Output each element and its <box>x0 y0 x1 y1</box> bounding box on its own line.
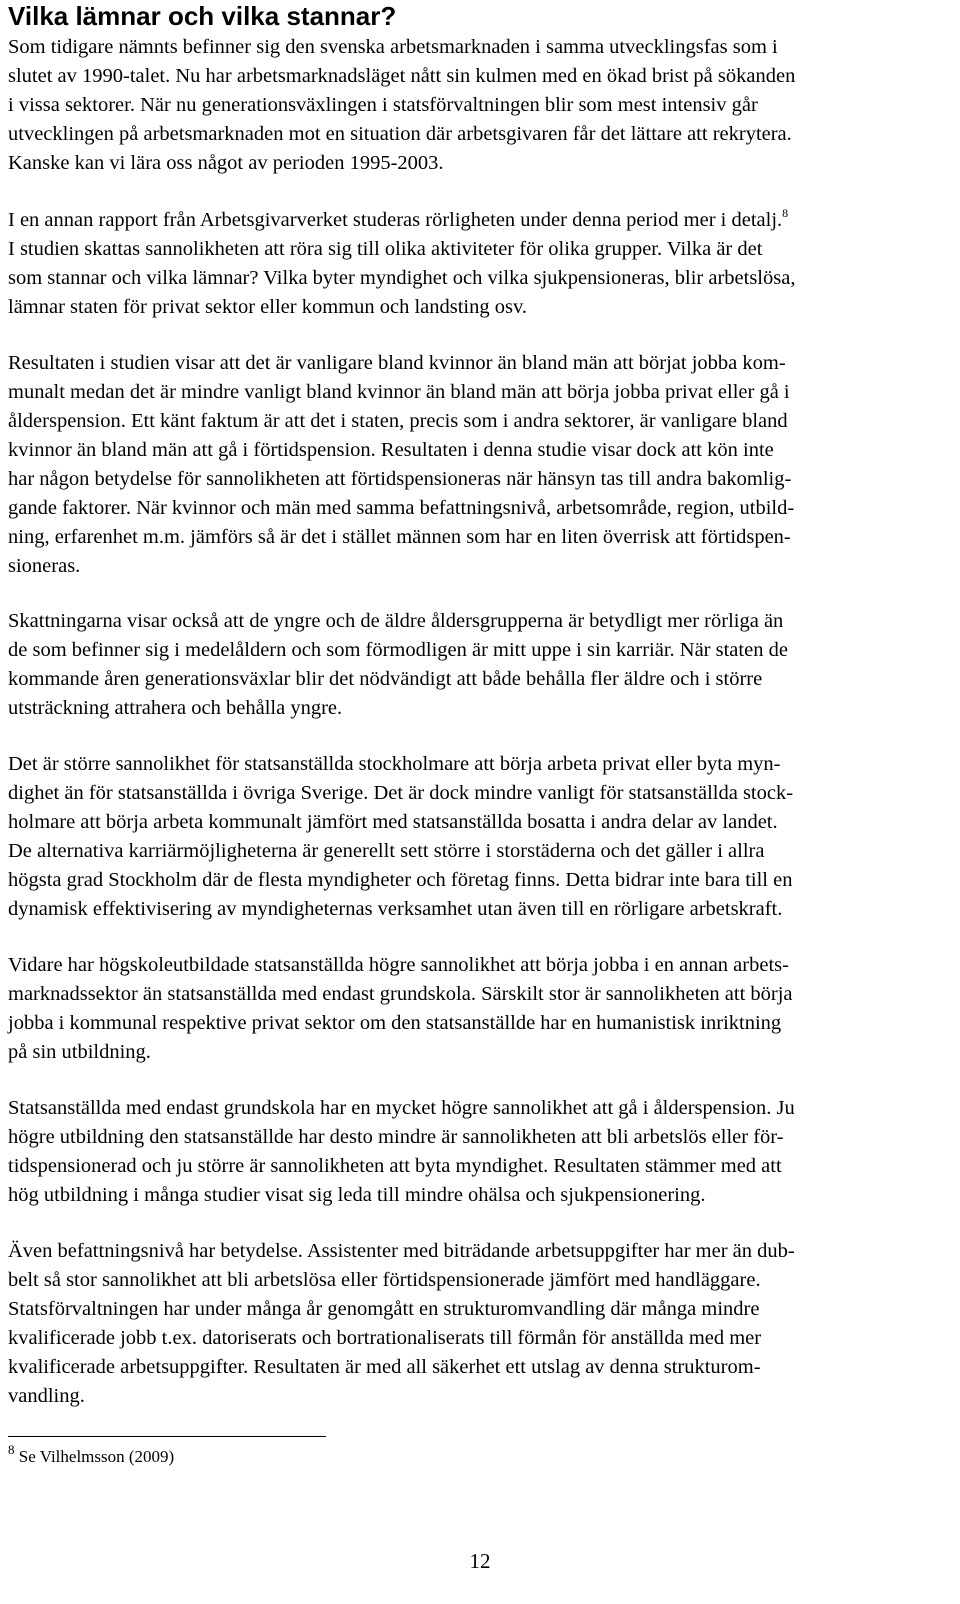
paragraph-line: jobba i kommunal respektive privat sektor om den statsanställde har en humanistisk inriktning <box>8 1012 782 1034</box>
paragraph-line: som stannar och vilka lämnar? Vilka byter myndighet och vilka sjukpensioneras, blir arbetslösa, <box>8 267 796 289</box>
paragraph-line: De alternativa karriärmöjligheterna är generellt sett större i storstäderna och det gäller i allra <box>8 840 765 862</box>
paragraph-line: kommande åren generationsväxlar blir det nödvändigt att både behålla fler äldre och i större <box>8 668 763 690</box>
paragraph-line: Som tidigare nämnts befinner sig den svenska arbetsmarknaden i samma utvecklingsfas som i <box>8 36 778 58</box>
paragraph-line: kvalificerade jobb t.ex. datoriserats och bortrationaliserats till förmån för anställda med mer <box>8 1327 762 1349</box>
footnote <box>8 1442 175 1468</box>
paragraph-line: Resultaten i studien visar att det är vanligare bland kvinnor än bland män att börjat jobba kom- <box>8 352 786 374</box>
paragraph-line: vandling. <box>8 1385 85 1407</box>
section-heading: Vilka lämnar och vilka stannar? <box>8 1 397 31</box>
footnote-text: Se Vilhelmsson (2009) <box>18 1447 175 1466</box>
paragraph-line: belt så stor sannolikhet att bli arbetslösa eller förtidspensionerade jämfört med handläggare. <box>8 1269 761 1291</box>
paragraph-line: utvecklingen på arbetsmarknaden mot en situation där arbetsgivaren får det lättare att rekrytera. <box>8 123 792 145</box>
paragraph-line: munalt medan det är mindre vanligt bland kvinnor än bland män att börja jobba privat eller gå i <box>8 381 790 403</box>
paragraph-line: Skattningarna visar också att de yngre och de äldre åldersgrupperna är betydligt mer rörliga än <box>8 610 784 632</box>
paragraph-3 <box>8 349 943 581</box>
footnote-reference[interactable]: 8 <box>782 206 789 220</box>
paragraph-line: ning, erfarenhet m.m. jämförs så är det i stället männen som har en liten överrisk att förtidspen- <box>8 526 791 548</box>
paragraph-line: holmare att börja arbeta kommunalt jämfört med statsanställda bosatta i andra delar av landet. <box>8 811 778 833</box>
paragraph-line: Det är större sannolikhet för statsanställda stockholmare att börja arbeta privat eller byta myn- <box>8 753 781 775</box>
paragraph-8 <box>8 1237 943 1411</box>
paragraph-line: kvalificerade arbetsuppgifter. Resultaten är med all säkerhet ett utslag av denna strukturom- <box>8 1356 761 1378</box>
paragraph-line: dynamisk effektivisering av myndigheternas verksamhet utan även till en rörligare arbetskraft. <box>8 898 783 920</box>
paragraph-line <box>8 206 943 235</box>
footnote-number: 8 <box>8 1442 15 1457</box>
paragraph-2 <box>8 206 943 322</box>
paragraph-line: hög utbildning i många studier visat sig leda till mindre ohälsa och sjukpensionering. <box>8 1184 706 1206</box>
paragraph-line: lämnar staten för privat sektor eller kommun och landsting osv. <box>8 296 528 318</box>
paragraph-line: ålderspension. Ett känt faktum är att det i staten, precis som i andra sektorer, är vanligare bland <box>8 410 788 432</box>
paragraph-6 <box>8 951 943 1067</box>
paragraph-4 <box>8 607 943 723</box>
paragraph-line: högsta grad Stockholm där de flesta myndigheter och företag finns. Detta bidrar inte bara till en <box>8 869 793 891</box>
paragraph-line: dighet än för statsanställda i övriga Sverige. Det är dock mindre vanligt för statsanställda stock- <box>8 782 794 804</box>
paragraph-line: i vissa sektorer. När nu generationsväxlingen i statsförvaltningen blir som mest intensiv går <box>8 94 758 116</box>
page-number: 12 <box>469 1549 491 1573</box>
paragraph-line: marknadssektor än statsanställda med endast grundskola. Särskilt stor är sannolikheten att börja <box>8 983 793 1005</box>
paragraph-line: Statsförvaltningen har under många år genomgått en strukturomvandling där många mindre <box>8 1298 760 1320</box>
paragraph-line: Statsanställda med endast grundskola har en mycket högre sannolikhet att gå i ålderspension. Ju <box>8 1097 795 1119</box>
paragraph-line: kvinnor än bland män att gå i förtidspension. Resultaten i denna studie visar dock att kön inte <box>8 439 774 461</box>
paragraph-line: högre utbildning den statsanställde har desto mindre är sannolikheten att bli arbetslös eller för- <box>8 1126 784 1148</box>
paragraph-line: Vidare har högskoleutbildade statsanställda högre sannolikhet att börja jobba i en annan arbets- <box>8 954 789 976</box>
paragraph-line-text: I en annan rapport från Arbetsgivarverket studeras rörligheten under denna period mer i detalj. <box>8 209 783 231</box>
paragraph-line: gande faktorer. När kvinnor och män med samma befattningsnivå, arbetsområde, region, utbild- <box>8 497 795 519</box>
paragraph-line: tidspensionerad och ju större är sannolikheten att byta myndighet. Resultaten stämmer med att <box>8 1155 782 1177</box>
paragraph-line: på sin utbildning. <box>8 1041 151 1063</box>
paragraph-line: sioneras. <box>8 555 81 577</box>
paragraph-1 <box>8 33 943 178</box>
paragraph-line: har någon betydelse för sannolikheten att förtidspensioneras när hänsyn tas till andra bakomlig- <box>8 468 792 490</box>
paragraph-line: de som befinner sig i medelåldern och som förmodligen är mitt uppe i sin karriär. När staten de <box>8 639 788 661</box>
paragraph-line: slutet av 1990-talet. Nu har arbetsmarknadsläget nått sin kulmen med en ökad brist på sökanden <box>8 65 796 87</box>
paragraph-line: I studien skattas sannolikheten att röra sig till olika aktiviteter för olika grupper. Vilka är det <box>8 238 763 260</box>
paragraph-line: utsträckning attrahera och behålla yngre. <box>8 697 343 719</box>
paragraph-7 <box>8 1094 943 1210</box>
footnote-divider <box>8 1436 326 1437</box>
paragraph-line: Kanske kan vi lära oss något av perioden 1995-2003. <box>8 152 444 174</box>
paragraph-line: Även befattningsnivå har betydelse. Assistenter med biträdande arbetsuppgifter har mer än dub- <box>8 1240 795 1262</box>
paragraph-5 <box>8 750 943 924</box>
